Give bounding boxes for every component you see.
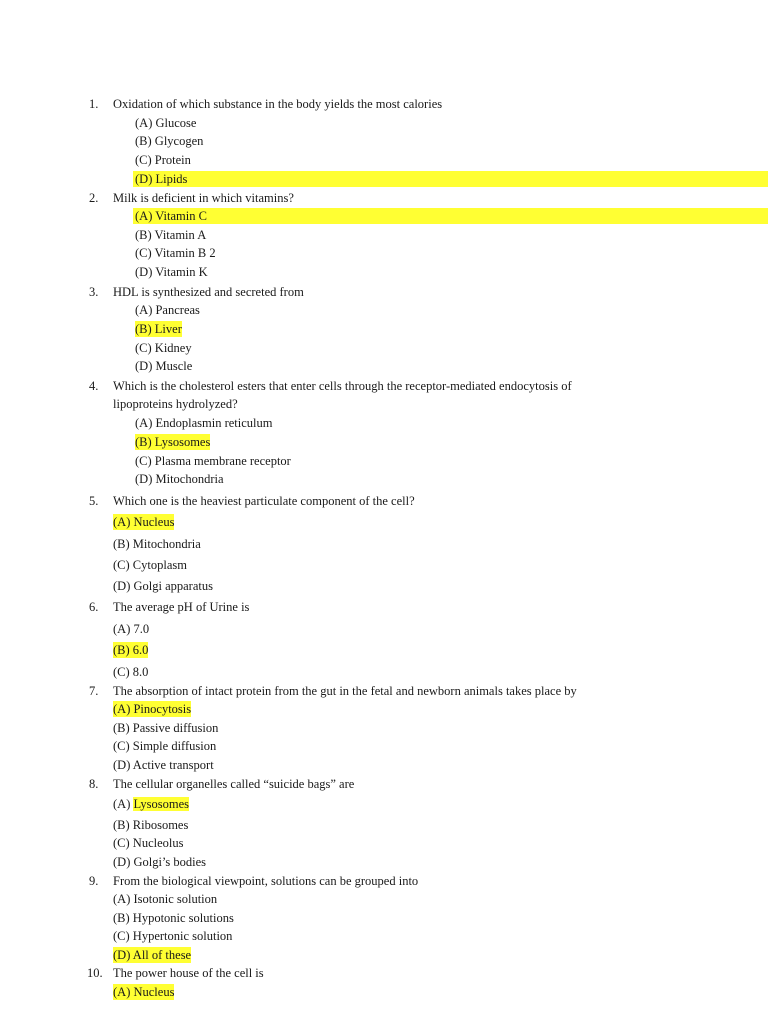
answer-option: (B) Glycogen (135, 134, 204, 148)
question-number: 6. (89, 600, 99, 614)
answer-option: (C) Vitamin B 2 (135, 246, 216, 260)
answer-option: (C) Plasma membrane receptor (135, 454, 291, 468)
answer-option-correct: (B) Lysosomes (135, 435, 211, 449)
answer-option-correct: (A) Nucleus (113, 985, 175, 999)
option-letter: (A) (113, 797, 134, 811)
answer-option: (D) Active transport (113, 758, 214, 772)
question-text-continued: lipoproteins hydrolyzed? (113, 397, 238, 411)
answer-option: (A) 7.0 (113, 622, 150, 636)
answer-option: (C) 8.0 (113, 665, 149, 679)
question-text: The average pH of Urine is (113, 600, 250, 614)
question-number: 1. (89, 97, 99, 111)
question-text: The cellular organelles called “suicide bags” are (113, 777, 355, 791)
question-number: 4. (89, 379, 99, 393)
option-highlighted-text: Lysosomes (133, 797, 190, 811)
answer-option-correct: (B) 6.0 (113, 643, 149, 657)
answer-option: (B) Vitamin A (135, 228, 207, 242)
answer-option: (D) Golgi’s bodies (113, 855, 207, 869)
highlight-bar (133, 208, 768, 224)
question-number: 9. (89, 874, 99, 888)
answer-option: (A) Glucose (135, 116, 197, 130)
answer-option: (D) Muscle (135, 359, 193, 373)
answer-option: (A) Pancreas (135, 303, 200, 317)
question-text: Milk is deficient in which vitamins? (113, 191, 294, 205)
question-number: 2. (89, 191, 99, 205)
question-text: HDL is synthesized and secreted from (113, 285, 304, 299)
question-text: Which one is the heaviest particulate component of the cell? (113, 494, 415, 508)
question-number: 5. (89, 494, 99, 508)
answer-option: (C) Kidney (135, 341, 192, 355)
answer-option-correct: (D) All of these (113, 948, 192, 962)
answer-option: (D) Vitamin K (135, 265, 208, 279)
answer-option: (D) Mitochondria (135, 472, 224, 486)
question-number: 7. (89, 684, 99, 698)
question-text: The power house of the cell is (113, 966, 264, 980)
answer-option: (C) Nucleolus (113, 836, 184, 850)
answer-option: (B) Hypotonic solutions (113, 911, 234, 925)
question-number: 8. (89, 777, 99, 791)
answer-option-correct: (B) Liver (135, 322, 182, 336)
answer-option: (B) Passive diffusion (113, 721, 219, 735)
question-text: The absorption of intact protein from the gut in the fetal and newborn animals takes place by (113, 684, 577, 698)
answer-option: (D) Golgi apparatus (113, 579, 213, 593)
answer-option: (B) Mitochondria (113, 537, 201, 551)
answer-option: (A) Endoplasmin reticulum (135, 416, 273, 430)
answer-option: (C) Protein (135, 153, 191, 167)
question-text: Which is the cholesterol esters that enter cells through the receptor-mediated endocytosis of (113, 379, 572, 393)
highlight-bar (133, 171, 768, 187)
question-text: Oxidation of which substance in the body yields the most calories (113, 97, 443, 111)
answer-option: (B) Ribosomes (113, 818, 189, 832)
answer-option: (C) Simple diffusion (113, 739, 217, 753)
answer-option-correct: (A) Vitamin C (135, 209, 207, 223)
answer-option: (C) Hypertonic solution (113, 929, 233, 943)
answer-option-correct: (A) Pinocytosis (113, 702, 192, 716)
answer-option: (C) Cytoplasm (113, 558, 187, 572)
answer-option-correct: (D) Lipids (135, 172, 188, 186)
question-number: 3. (89, 285, 99, 299)
answer-option: (A) Isotonic solution (113, 892, 218, 906)
answer-option-correct: (A) Nucleus (113, 515, 175, 529)
question-text: From the biological viewpoint, solutions can be grouped into (113, 874, 419, 888)
answer-option-correct (113, 796, 189, 812)
question-number: 10. (87, 966, 103, 980)
